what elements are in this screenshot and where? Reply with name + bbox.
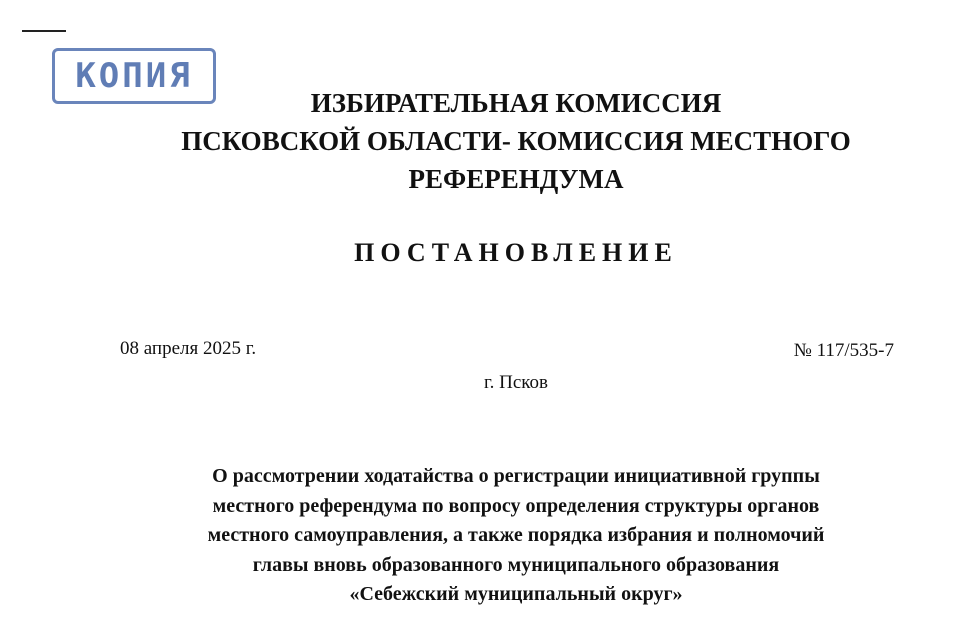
issuing-authority-header (0, 84, 972, 198)
subject-line-5: «Себежский муниципальный округ» (349, 583, 683, 605)
subject-line-1: О рассмотрении ходатайства о регистрации инициативной группы (212, 465, 820, 487)
document-city: г. Псков (483, 372, 549, 393)
subject-line-3: местного самоуправления, а также порядка избрания и полномочий (207, 524, 825, 546)
document-type-title: ПОСТАНОВЛЕНИЕ (354, 238, 678, 267)
document-subject (0, 462, 972, 610)
subject-line-2: местного референдума по вопросу определения структуры органов (212, 494, 820, 517)
header-line-1: ИЗБИРАТЕЛЬНАЯ КОМИССИЯ (310, 88, 722, 118)
handwritten-dash-mark (22, 30, 66, 32)
document-date: 08 апреля 2025 г. (120, 338, 257, 359)
subject-line-4: главы вновь образованного муниципального образования (252, 553, 780, 576)
document-number: № 117/535-7 (793, 340, 894, 361)
header-line-2: ПСКОВСКОЙ ОБЛАСТИ- КОМИССИЯ МЕСТНОГО (181, 126, 851, 156)
header-line-3: РЕФЕРЕНДУМА (408, 164, 624, 194)
copy-stamp-text: КОПИЯ (75, 56, 193, 96)
